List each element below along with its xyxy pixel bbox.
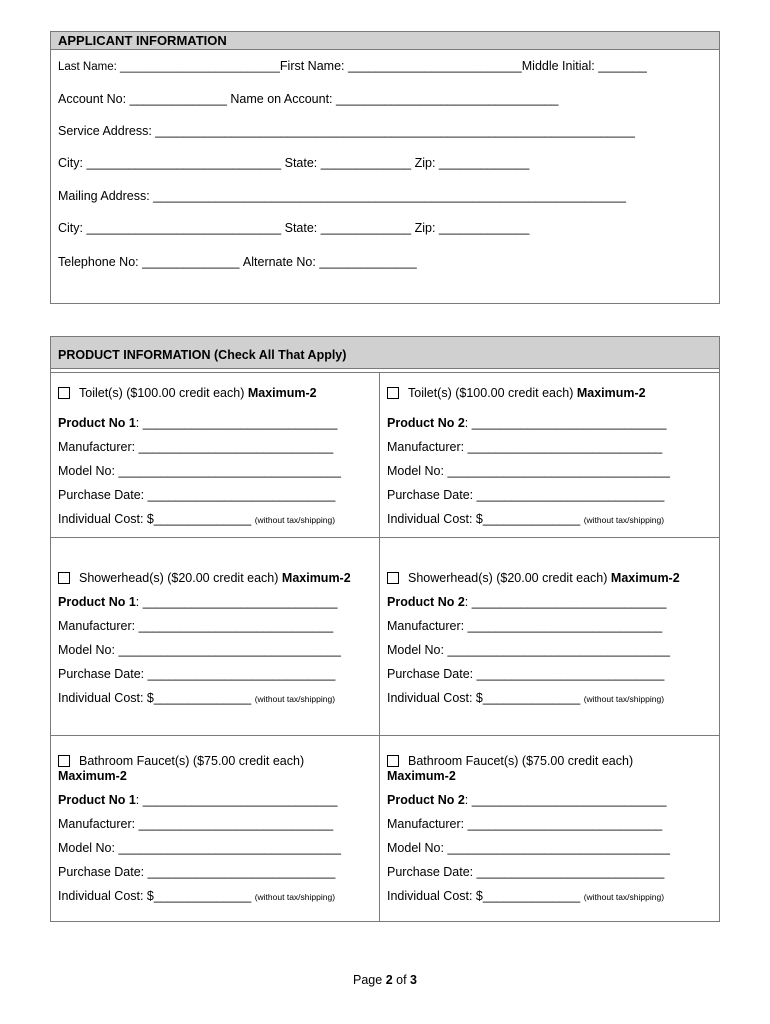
without-tax-note: (without tax/shipping) <box>583 892 665 902</box>
product-section <box>50 336 720 922</box>
service-address-field[interactable]: Service Address: _____________________________________________________________________ <box>58 124 635 138</box>
without-tax-note: (without tax/shipping) <box>583 694 665 704</box>
purchase-date-field[interactable]: Purchase Date: ___________________________ <box>387 488 665 502</box>
last-name-field[interactable]: Last Name: _________________________ <box>58 61 280 73</box>
telephone-field[interactable]: Telephone No: ______________ <box>58 255 240 269</box>
maximum-label: Maximum-2 <box>281 571 351 585</box>
showerhead-label: Showerhead(s) ($20.00 credit each) <box>79 571 279 585</box>
individual-cost-field[interactable]: Individual Cost: $______________ <box>387 889 581 903</box>
purchase-date-field[interactable]: Purchase Date: ___________________________ <box>58 865 336 879</box>
first-name-field[interactable]: First Name: _________________________ <box>279 59 522 73</box>
account-no-field[interactable]: Account No: ______________ <box>58 92 227 106</box>
maximum-label: Maximum-2 <box>576 386 646 400</box>
purchase-date-field[interactable]: Purchase Date: ___________________________ <box>58 667 336 681</box>
individual-cost-field[interactable]: Individual Cost: $______________ <box>387 691 581 705</box>
product-no-label: Product No 1 <box>58 595 136 609</box>
toilet-cell-2 <box>380 373 720 537</box>
purchase-date-field[interactable]: Purchase Date: ___________________________ <box>58 488 336 502</box>
state-field-2[interactable]: State: _____________ <box>284 221 412 235</box>
manufacturer-field[interactable]: Manufacturer: ____________________________ <box>58 440 334 454</box>
without-tax-note: (without tax/shipping) <box>583 515 665 525</box>
faucet-cell-2 <box>380 736 720 922</box>
page-footer <box>0 973 770 987</box>
product-title: PRODUCT INFORMATION (Check All That Apply) <box>58 348 347 362</box>
middle-initial-field[interactable]: Middle Initial: _______ <box>521 59 647 73</box>
maximum-label: Maximum-2 <box>610 571 680 585</box>
product-no-label: Product No 1 <box>58 793 136 807</box>
product-no-field[interactable]: : ____________________________ <box>464 416 667 430</box>
product-header <box>51 337 719 369</box>
toilet-cell-1 <box>51 373 379 537</box>
zip-field-2[interactable]: Zip: _____________ <box>414 221 530 235</box>
city-field-2[interactable]: City: ____________________________ <box>58 221 282 235</box>
individual-cost-field[interactable]: Individual Cost: $______________ <box>58 889 252 903</box>
manufacturer-field[interactable]: Manufacturer: ____________________________ <box>387 619 663 633</box>
city-field-1[interactable]: City: ____________________________ <box>58 156 282 170</box>
manufacturer-field[interactable]: Manufacturer: ____________________________ <box>387 817 663 831</box>
maximum-label: Maximum-2 <box>247 386 317 400</box>
product-no-field[interactable]: : ____________________________ <box>135 793 338 807</box>
maximum-label: Maximum-2 <box>387 769 456 783</box>
applicant-header <box>51 32 719 50</box>
showerhead-cell-2 <box>380 538 720 735</box>
faucet-cell-1 <box>51 736 379 922</box>
faucet-label: Bathroom Faucet(s) ($75.00 credit each) <box>408 754 634 768</box>
purchase-date-field[interactable]: Purchase Date: ___________________________ <box>387 865 665 879</box>
without-tax-note: (without tax/shipping) <box>254 892 336 902</box>
model-no-field[interactable]: Model No: ________________________________ <box>387 643 670 657</box>
product-no-field[interactable]: : ____________________________ <box>464 595 667 609</box>
product-no-field[interactable]: : ____________________________ <box>135 595 338 609</box>
manufacturer-field[interactable]: Manufacturer: ____________________________ <box>58 817 334 831</box>
faucet-checkbox-1[interactable] <box>58 755 70 767</box>
model-no-field[interactable]: Model No: ________________________________ <box>387 464 670 478</box>
showerhead-label: Showerhead(s) ($20.00 credit each) <box>408 571 608 585</box>
individual-cost-field[interactable]: Individual Cost: $______________ <box>58 691 252 705</box>
individual-cost-field[interactable]: Individual Cost: $______________ <box>387 512 581 526</box>
applicant-section <box>50 31 720 304</box>
page-label: Page <box>353 973 383 987</box>
applicant-title: APPLICANT INFORMATION <box>58 33 227 48</box>
alternate-field[interactable]: Alternate No: ______________ <box>242 255 417 269</box>
total-pages: 3 <box>410 973 417 987</box>
name-on-account-field[interactable]: Name on Account: ________________________________ <box>230 92 559 106</box>
toilet-label: Toilet(s) ($100.00 credit each) <box>79 386 245 400</box>
toilet-checkbox-2[interactable] <box>387 387 399 399</box>
faucet-label: Bathroom Faucet(s) ($75.00 credit each) <box>79 754 305 768</box>
product-no-field[interactable]: : ____________________________ <box>464 793 667 807</box>
product-no-label: Product No 2 <box>387 416 465 430</box>
product-no-field[interactable]: : ____________________________ <box>135 416 338 430</box>
showerhead-checkbox-2[interactable] <box>387 572 399 584</box>
individual-cost-field[interactable]: Individual Cost: $______________ <box>58 512 252 526</box>
faucet-checkbox-2[interactable] <box>387 755 399 767</box>
model-no-field[interactable]: Model No: ________________________________ <box>58 643 341 657</box>
showerhead-checkbox-1[interactable] <box>58 572 70 584</box>
of-label: of <box>396 973 407 987</box>
purchase-date-field[interactable]: Purchase Date: ___________________________ <box>387 667 665 681</box>
model-no-field[interactable]: Model No: ________________________________ <box>58 841 341 855</box>
manufacturer-field[interactable]: Manufacturer: ____________________________ <box>58 619 334 633</box>
model-no-field[interactable]: Model No: ________________________________ <box>58 464 341 478</box>
maximum-label: Maximum-2 <box>58 769 127 783</box>
model-no-field[interactable]: Model No: ________________________________ <box>387 841 670 855</box>
without-tax-note: (without tax/shipping) <box>254 694 336 704</box>
toilet-label: Toilet(s) ($100.00 credit each) <box>408 386 574 400</box>
zip-field-1[interactable]: Zip: _____________ <box>414 156 530 170</box>
without-tax-note: (without tax/shipping) <box>254 515 336 525</box>
product-no-label: Product No 2 <box>387 793 465 807</box>
showerhead-cell-1 <box>51 538 379 735</box>
state-field-1[interactable]: State: _____________ <box>284 156 412 170</box>
product-no-label: Product No 2 <box>387 595 465 609</box>
current-page: 2 <box>385 973 393 987</box>
toilet-checkbox-1[interactable] <box>58 387 70 399</box>
manufacturer-field[interactable]: Manufacturer: ____________________________ <box>387 440 663 454</box>
mailing-address-field[interactable]: Mailing Address: ____________________________________________________________________ <box>58 189 626 203</box>
product-no-label: Product No 1 <box>58 416 136 430</box>
